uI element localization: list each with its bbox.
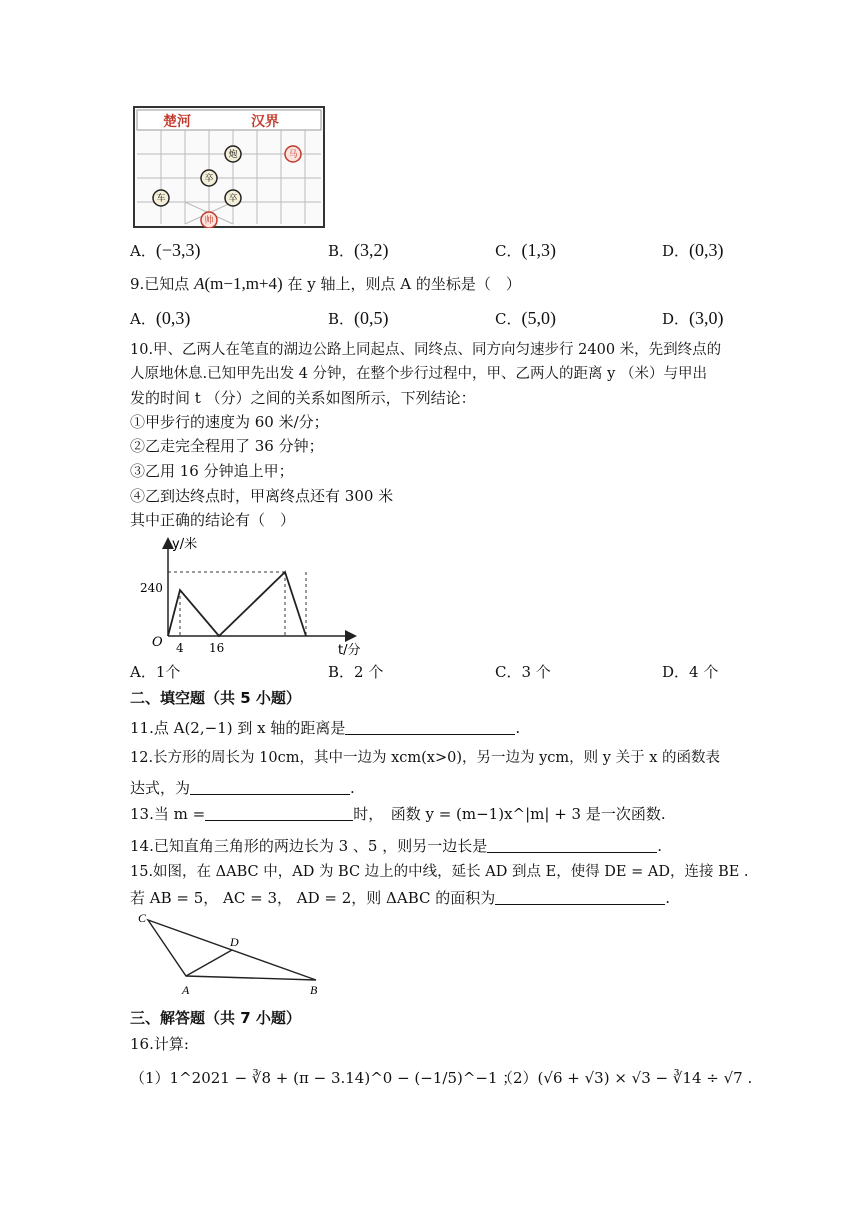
q12-answer-blank[interactable] [190, 780, 350, 795]
q11-question: 11.点 A(2,−1) 到 x 轴的距离是 . [130, 719, 521, 737]
q12-line-1: 12.长方形的周长为 10cm，其中一边为 xcm(x>0)，另一边为 ycm，则 y 关于 x 的函数表 [130, 750, 720, 766]
q15-line-1: 15.如图，在 ΔABC 中，AD 为 BC 边上的中线，延长 AD 到点 E，使得 DE = AD，连接 BE . [130, 864, 749, 880]
q14-answer-blank[interactable] [487, 838, 657, 853]
q9-option-a[interactable]: A．(0,3) [130, 308, 191, 328]
q13-answer-blank[interactable] [205, 806, 353, 821]
q16-part-1: （1）1^2021 − ∛8 + (π − 3.14)^0 − (−1/5)^−1 ； [130, 1069, 518, 1087]
section-2-heading: 二、填空题（共 5 小题） [130, 689, 301, 707]
chess-label-left: 楚河 [163, 114, 191, 130]
q9-option-c[interactable]: C．(5,0) [495, 308, 556, 328]
triangle-label-d: D [230, 935, 239, 949]
graph-origin: O [152, 635, 163, 650]
q10-line-1: 10.甲、乙两人在笔直的湖边公路上同起点、同终点、同方向匀速步行 2400 米，先到终点的 [130, 342, 722, 358]
triangle-label-b: B [310, 983, 318, 997]
section-3-heading: 三、解答题（共 7 小题） [130, 1009, 301, 1027]
q16-title: 16.计算: [130, 1035, 189, 1053]
q10-conclusion-4: ④乙到达终点时，甲离终点还有 300 米 [130, 487, 394, 505]
q10-option-d[interactable]: D．4 个 [662, 663, 719, 681]
q14-question: 14.已知直角三角形的两边长为 3 、5 ，则另一边长是 . [130, 837, 663, 855]
q13-question: 13.当 m = 时， 函数 y = (m−1)x^|m| + 3 是一次函数. [130, 805, 666, 823]
chess-board-figure [133, 106, 325, 228]
q8-option-c[interactable]: C．(1,3) [495, 240, 556, 260]
chess-piece-ju: 车 [156, 194, 166, 204]
q10-option-b[interactable]: B．2 个 [328, 663, 384, 681]
chess-piece-ma: 马 [288, 150, 298, 160]
q11-answer-blank[interactable] [345, 720, 515, 735]
q8-option-d[interactable]: D．(0,3) [662, 240, 724, 260]
q10-option-c[interactable]: C．3 个 [495, 663, 551, 681]
q10-conclusion-2: ②乙走完全程用了 36 分钟； [130, 437, 324, 455]
q10-conclusion-1: ①甲步行的速度为 60 米/分； [130, 413, 329, 431]
q8-option-a[interactable]: A．(−3,3) [130, 240, 201, 260]
chess-piece-zu-2: 卒 [228, 194, 238, 204]
q16-part-2: （2）(√6 + √3) × √3 − ∛14 ÷ √7 . [498, 1069, 753, 1087]
triangle-label-a: A [182, 983, 190, 997]
q9-question: 9.已知点 A(m−1,m+4) 在 y 轴上，则点 A 的坐标是（ ） [130, 274, 521, 293]
graph-y-label: y/米 [172, 537, 198, 552]
q10-distance-graph [138, 534, 368, 658]
q10-ask: 其中正确的结论有（ ） [130, 511, 296, 529]
q10-line-3: 发的时间 t （分）之间的关系如图所示，下列结论： [130, 389, 476, 407]
chess-piece-shuai: 帅 [204, 216, 214, 226]
q9-option-b[interactable]: B．(0,5) [328, 308, 389, 328]
graph-x-tick-16: 16 [209, 641, 225, 655]
chess-label-right: 汉界 [251, 114, 279, 130]
graph-x-label: t/分 [338, 643, 361, 658]
q15-answer-blank[interactable] [495, 890, 665, 905]
q12-line-2: 达式，为 . [130, 779, 355, 797]
chess-piece-pao: 炮 [228, 150, 238, 160]
q10-option-a[interactable]: A．1个 [130, 663, 181, 681]
q9-option-d[interactable]: D．(3,0) [662, 308, 724, 328]
q15-line-2: 若 AB = 5， AC = 3， AD = 2，则 ΔABC 的面积为 . [130, 889, 671, 907]
q15-triangle-figure [132, 910, 328, 1000]
q10-line-2: 人原地休息.已知甲先出发 4 分钟，在整个步行过程中，甲、乙两人的距离 y （米）与甲出 [130, 366, 707, 382]
graph-y-tick-240: 240 [140, 581, 163, 595]
chess-piece-zu-1: 卒 [204, 174, 214, 184]
q8-option-b[interactable]: B．(3,2) [328, 240, 389, 260]
graph-x-tick-4: 4 [176, 641, 184, 655]
q10-conclusion-3: ③乙用 16 分钟追上甲； [130, 462, 294, 480]
triangle-label-c: C [138, 911, 147, 925]
